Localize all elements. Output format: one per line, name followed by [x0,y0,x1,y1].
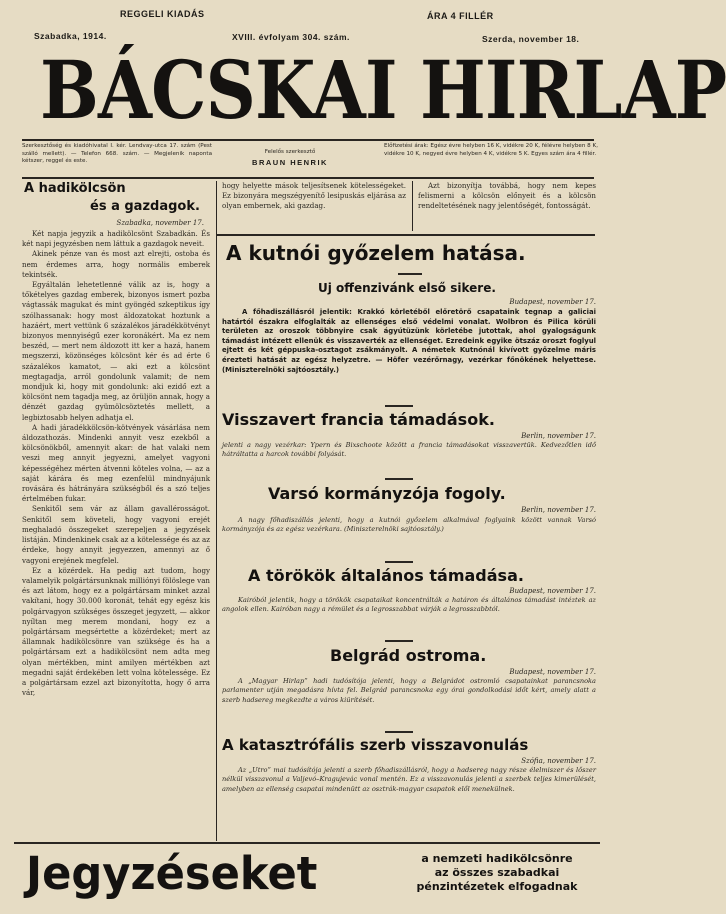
story-headline: Varsó kormányzója fogoly. [268,484,506,503]
story-dateline: Berlin, november 17. [521,506,596,514]
ad-line-1: a nemzeti hadikölcsönre [421,852,573,865]
story-headline: A törökök általános támadása. [248,566,524,585]
divider [385,561,413,563]
paragraph: Egyáltalán lehetetlenné válik az is, hogy a tőkételyes gazdag emberek, bizonyos ismert pozba vágtassák magukat és mint gyöngéd szkeptikus így szólhassanak: hogy most áldozatokat hoztunk a hazáért, mert vettünk 6 százalékos járadékkötvényt bizonyos mennyiségű ezer koronákért. Ma ez nem beszéd, — mert nem áldozott itt ker a hazá, hanem megszerzi, közönséges kölcsönt kér és ad érte 6 százalékos kamatot, — aki ezt a kölcsönt megtagadja, arról gondolunk valamit; de nem mondjuk ki, hogy mit gondolunk: aki ezidő ezt a kölcsönt nem tagadja meg, az örüljön annak, hogy a dénzét gazdag gyümölcsöztetés mellett, a legbiztosabb helyen adhatja el. [22,280,210,422]
ad-line-2: az összes szabadkai [434,866,560,879]
volume-number: XVIII. évfolyam 304. szám. [232,32,350,42]
divider [398,273,422,275]
divider [385,731,413,733]
ad-rule-top [14,842,600,844]
paragraph: A hadi járadékkölcsön-kötvények vásárlása nem áldozathozás. Mindenki annyit vesz ezekből a kölcsönökből, amennyit akar: de hat valaki nem veszi meg annyit jegyezni, amelyet vagyoni képességéhez mérten átvenni köteles volna, — az a saját kárára és meg ezenfelül mindnyájunk rovására és hátrányára szükségből és a szó teljes értelmében fukar. [22,422,210,504]
column-rule-top [412,181,413,231]
story-headline: Visszavert francia támadások. [222,410,495,429]
story-dateline: Szófia, november 17. [521,757,596,765]
left-article-body [22,229,210,841]
continuation-middle: hogy helyette mások teljesítsenek kötelességeket. Ez bizonyára megszégyenítő lesipuskás eljárása az olyan embernek, aki gazdag. [222,181,406,211]
ad-headline: Jegyzéseket [26,847,318,900]
editor-label: Felelős szerkesztő [264,149,316,155]
story-text: A „Magyar Hirlap” hadi tudósítója jelenti, hogy a Belgrádot ostromló csapatainkat parancsnoka parlamenter utján megadásra hívta fel. Belgrád parancsnoka egy órai gondolkodási időt kért, amely alatt a szerb hadsereg megkezdte a város kiürítését. [222,677,596,704]
story-dateline: Budapest, november 17. [509,587,596,595]
story-dateline: Budapest, november 17. [509,668,596,676]
story-text: Kairóból jelentik, hogy a törökök csapataikat koncentrálták a határon és általános támadást intéztek az angolok ellen. Kairóban nagy a rémület és a legrosszabbat várják a legrosszabbtól. [222,596,596,614]
subscription-info: Előfizetési árak: Egész évre helyben 16 K, vidékre 20 K, félévre helyben 8 K, vidékre 10 K, negyed évre helyben 4 K, vidékre 5 K. Egyes szám ára 4 fillér. [384,143,598,157]
story-text: Az „Utro” mai tudósítója jelenti a szerb főhadiszállásról, hogy a hadsereg nagy része élelmiszer és lőszer nélkül visszavonul a Valjevó–Kragujevác vonal mentén. Ez a visszavonulás jelenti a szerbek teljes kimerülését, amelyben az ellenség csapatai mindenütt az osztrák-magyar csapatok elől menekülnek. [222,766,596,793]
main-lead-text: A főhadiszállásról jelentik: Krakkó körletéből előretörő csapataink tegnap a galiciai határtól északra elfoglalták az ellenséges első védelmi vonalat. Wolbron és Pilica körüli területen az oroszok többnyire csak ágyútüzünk körletébe jutottak, ahol gyalogságunk támadást intézett ellenük és visszaverték az ellenséget. Ezredeink egyike ötszáz oroszt foglyul ejtett és két géppuska-osztagot zsákmányolt. A németek Kutnónál kivívott győzelme máris érezteti hatását az egész helyzetre. — Höfer vezérőrnagy, vezérkar főnökének helyettese. (Miniszterelnöki sajtóosztály.) [222,308,596,374]
story-text: A nagy főhadiszállás jelenti, hogy a kutnói győzelem alkalmával foglyaink között vannak Varsó kormányzója és az egész vezérkara. (Miniszterelnöki sajtóosztály.) [222,516,596,534]
story-text: jelenti a nagy vezérkar: Ypern és Bixschoote között a francia támadásokat visszavertük. Kedvezőtlen idő hátráltatta a harcok további folyását. [222,441,596,459]
story-dateline: Berlin, november 17. [521,432,596,440]
divider [385,478,413,480]
column-rule-left [216,181,217,841]
price-label: ÁRA 4 FILLÉR [427,11,494,21]
main-headline: A kutnói győzelem hatása. [226,241,526,265]
paragraph: Senkitől sem vár az állam gavallérosságot. Senkitől sem követeli, hogy vagyoni erejét meghaladó összegeket szerepeljen a jegyzések listáján. Mindenkinek csak az a kötelessége és az az érdeke, hogy annyit jegyezzen, amennyi az ő vagyoni erejének megfelel. [22,504,211,565]
paragraph: Ez a közérdek. Ha pedig azt tudom, hogy valamelyik polgártársunknak milliónyi fölöslege van és azt látom, hogy ez a polgártársam minket azzal vakítani, hogy 30.000 koronát, tehát egy egész kis polgárvagyon szükséges összeget jegyzett, — akkor nyíltan meg merem mondani, hogy ez a polgártársam megsértette a közérdeket; mert az államnak hadikölcsönre van szüksége és ha a polgártársam ezt a hadikölcsönt nem adta meg olyan mértékben, mint amilyen mértékben azt megadni saját érdekében lett volna kötelessége. Ez a polgártársam ezzel azt bizonyította, hogy ő arra vár, [22,565,210,698]
story-headline: Belgrád ostroma. [330,646,487,665]
main-subheadline: Uj offenzivánk első sikere. [318,281,496,295]
left-article-dateline: Szabadka, november 17. [116,219,204,227]
left-article-title-2: és a gazdagok. [90,199,200,214]
divider [385,405,413,407]
newspaper-title: BÁCSKAI HIRLAP [40,43,726,137]
story-headline: A katasztrófális szerb visszavonulás [222,736,529,754]
date-left: Szabadka, 1914. [34,31,107,41]
ad-line-3: pénzintézetek elfogadnak [416,880,578,893]
paragraph: Akinek pénze van és most azt elrejti, ostoba és nem érdemes arra, hogy normális emberek tekintsék. [22,249,210,279]
main-story-rule [217,234,595,236]
office-info: Szerkesztőség és kiadóhivatal I. kér. Lendvay-utca 17. szám (Pest szálló mellett). — Telefon 668. szám. — Megjelenik naponta kétszer, reggel és este. [22,143,212,165]
paragraph: Két napja jegyzik a hadikölcsönt Szabadkán. És két napi jegyzésben nem láttuk a gazdagok neveit. [22,229,210,249]
header-rule [22,139,594,141]
date-right: Szerda, november 18. [482,34,580,44]
left-article-title-1: A hadikölcsön [24,181,126,196]
editor-name: BRAUN HENRIK [252,158,328,167]
edition-label: REGGELI KIADÁS [120,9,205,19]
divider [385,640,413,642]
header-bottom-rule [22,177,594,179]
main-dateline: Budapest, november 17. [509,298,596,306]
continuation-right: Azt bizonyítja továbbá, hogy nem kepes felismerni a kölcsön előnyeit és a kölcsön rendeltetésének nagy jelentőségét, fontosságát. [418,181,596,211]
